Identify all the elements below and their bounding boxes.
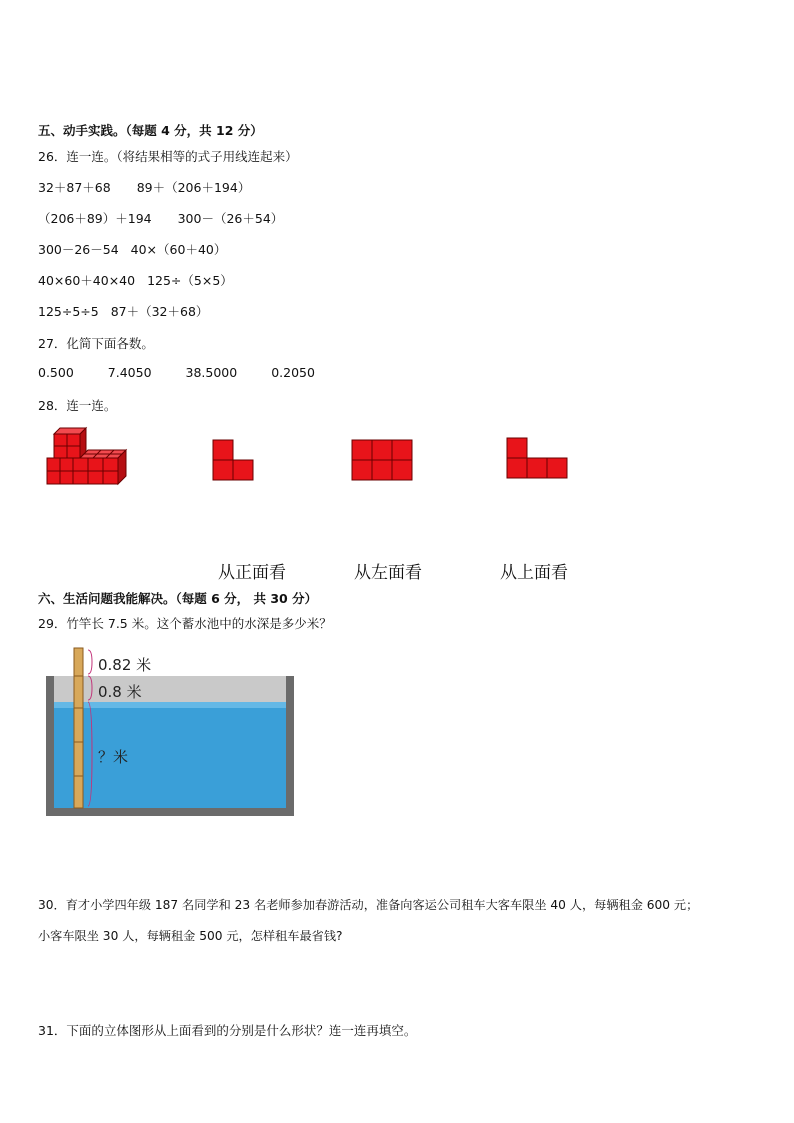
q26-expr-left: 32＋87＋68 (38, 180, 111, 195)
q26-row (38, 240, 226, 258)
question-28-title: 28．连一连。 (38, 398, 117, 413)
q26-expr-right: 40×（60＋40） (130, 242, 227, 257)
question-29-title: 29．竹竿长 7.5 米。这个蓄水池中的水深是多少米？ (38, 616, 332, 631)
q26-row (38, 302, 208, 320)
q26-expr-left: 125÷5÷5 (38, 304, 99, 319)
q26-row (38, 178, 250, 196)
question-31-title: 31．下面的立体图形从上面看到的分别是什么形状？连一连再填空。 (38, 1023, 417, 1038)
q26-row (38, 209, 283, 227)
q26-expr-left: 300－26－54 (38, 242, 119, 257)
q27-number: 38.5000 (185, 365, 238, 380)
view-shape-l-long (506, 437, 568, 479)
q26-expr-right: 87＋（32＋68） (110, 304, 209, 319)
question-26-title: 26．连一连。（将结果相等的式子用线连起来） (38, 149, 298, 164)
question-30-line1: 30．育才小学四年级 187 名同学和 23 名老师参加春游活动，准备向客运公司租车大客车限坐 40 人，每辆租金 600 元； (38, 898, 699, 912)
q26-expr-right: 125÷（5×5） (147, 273, 233, 288)
q26-expr-right: 89＋（206＋194） (136, 180, 251, 195)
view-label-front: 从正面看 (218, 563, 286, 583)
section-heading-6: 六、生活问题我能解决。（每题 6 分， 共 30 分） (38, 591, 318, 606)
cube-solid-figure (44, 426, 128, 488)
question-30-line2: 小客车限坐 30 人，每辆租金 500 元，怎样租车最省钱? (38, 929, 343, 943)
view-label-left: 从左面看 (354, 563, 422, 583)
pole-label-above-ground: 0.82 米 (98, 656, 152, 674)
q27-number: 0.2050 (271, 365, 315, 380)
pool-figure (46, 646, 294, 816)
q27-numbers (38, 365, 315, 380)
view-label-top: 从上面看 (500, 563, 568, 583)
section-heading-5: 五、动手实践。（每题 4 分，共 12 分） (38, 123, 263, 138)
q26-expr-left: 40×60＋40×40 (38, 273, 136, 288)
q26-row (38, 271, 233, 289)
q26-expr-right: 300－（26＋54） (177, 211, 284, 226)
view-shape-l-small (212, 439, 256, 481)
view-shape-rectangle (351, 439, 413, 481)
pole-label-water-depth: ？米 (98, 748, 129, 766)
q27-number: 0.500 (38, 365, 74, 380)
pool-illustration (46, 646, 294, 816)
question-27-title: 27．化简下面各数。 (38, 336, 154, 351)
pole-label-above-water: 0.8 米 (98, 683, 142, 701)
q27-number: 7.4050 (107, 365, 152, 380)
q26-expr-left: （206＋89）＋194 (38, 211, 152, 226)
